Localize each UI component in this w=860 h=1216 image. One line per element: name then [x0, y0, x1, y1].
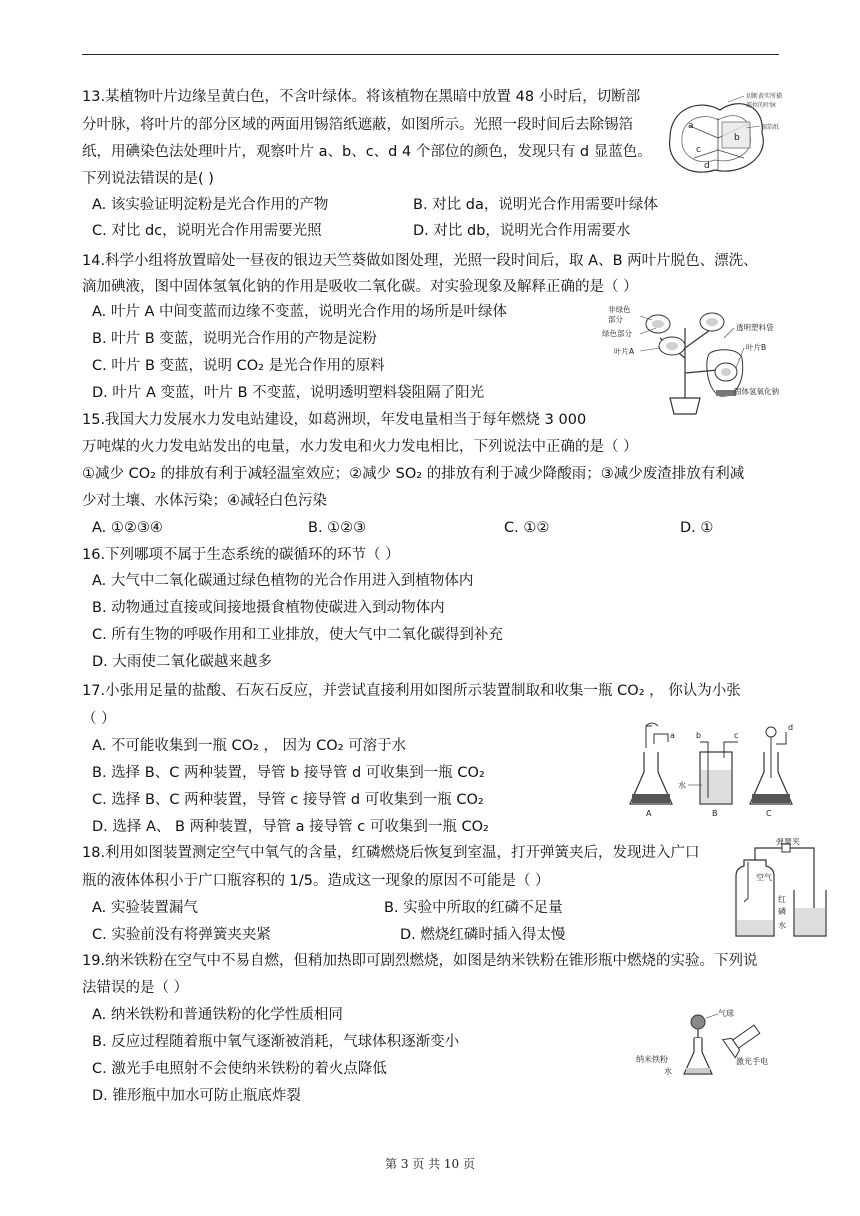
svg-text:b: b — [734, 133, 740, 143]
option-d: D. 对比 db，说明光合作用需要水 — [413, 223, 631, 239]
option-c: C. 所有生物的呼吸作用和工业排放，使大气中二氧化碳得到补充 — [92, 627, 503, 643]
figure-label: d — [788, 723, 794, 732]
figure-label: 空气 — [756, 873, 772, 882]
option-d: D. 大雨使二氧化碳越来越多 — [92, 654, 272, 670]
figure-label: 水 — [664, 1067, 672, 1076]
question-text: 17.小张用足量的盐酸、石灰石反应，并尝试直接利用如图所示装置制取和收集一瓶 CO₂ ， 你认为小张 — [82, 683, 741, 699]
question-text: 19.纳米铁粉在空气中不易自燃，但稍加热即可剧烈燃烧，如图是纳米铁粉在锥形瓶中燃烧的实验。下列说 — [82, 953, 758, 969]
question-text: （ ） — [82, 711, 116, 727]
figure-label: C — [766, 809, 772, 818]
option-b: B. 反应过程随着瓶中氧气逐渐被消耗，气球体积逐渐变小 — [92, 1034, 460, 1050]
option-c: C. 叶片 B 变蓝，说明 CO₂ 是光合作用的原料 — [92, 358, 385, 374]
figure-label: 部分 — [608, 315, 623, 324]
option-d: D. ① — [680, 520, 714, 536]
option-b: B. ①②③ — [308, 520, 367, 536]
option-c: C. 对比 dc，说明光合作用需要光照 — [92, 223, 322, 239]
figure-label: 气球 — [718, 1009, 734, 1018]
gas-apparatus-figure — [626, 718, 806, 822]
option-b: B. 动物通过直接或间接地摄食植物使碳进入到动物体内 — [92, 600, 445, 616]
question-text: ①减少 CO₂ 的排放有利于减轻温室效应；②减少 SO₂ 的排放有利于减少降酸雨；③减少废渣排放有利减 — [82, 466, 745, 482]
question-text: 万吨煤的火力发电站发出的电量，水力发电和火力发电相比，下列说法中正确的是（ ） — [82, 439, 638, 455]
option-a: A. 实验装置漏气 — [92, 900, 198, 916]
figure-label: 叶片A — [614, 347, 635, 356]
question-text: 15.我国大力发展水力发电站建设，如葛洲坝，年发电量相当于每年燃烧 3 000 — [82, 412, 587, 428]
figure-label: 部位的叶脉 — [746, 102, 777, 109]
option-a: A. 叶片 A 中间变蓝而边缘不变蓝，说明光合作用的场所是叶绿体 — [92, 304, 508, 320]
figure-label: b — [696, 731, 702, 740]
option-a: A. 纳米铁粉和普通铁粉的化学性质相同 — [92, 1007, 343, 1023]
figure-label: 透明塑料袋 — [736, 323, 774, 332]
svg-text:a: a — [688, 121, 694, 131]
plant-bag-figure — [600, 298, 780, 416]
option-d: D. 选择 A、 B 两种装置，导管 a 接导管 c 可收集到一瓶 CO₂ — [92, 819, 489, 835]
figure-label: 水 — [778, 921, 786, 930]
question-text: 16.下列哪项不属于生态系统的碳循环的环节（ ） — [82, 547, 400, 563]
question-text: 18.利用如图装置测定空气中氧气的含量，红磷燃烧后恢复到室温，打开弹簧夹后，发现进入广口 — [82, 845, 700, 861]
figure-label: 水 — [678, 781, 686, 790]
option-b: B. 对比 da，说明光合作用需要叶绿体 — [413, 197, 658, 213]
figure-label: 叶片B — [746, 343, 767, 352]
option-d: D. 燃烧红磷时插入得太慢 — [400, 927, 566, 943]
question-text: 14.科学小组将放置暗处一昼夜的银边天竺葵做如图处理，光照一段时间后，取 A、B 两叶片脱色、漂洗、 — [82, 253, 758, 269]
figure-label: B — [712, 809, 718, 818]
option-a: A. 不可能收集到一瓶 CO₂ ， 因为 CO₂ 可溶于水 — [92, 738, 407, 754]
figure-label: 绿色部分 — [602, 329, 632, 338]
option-a: A. ①②③④ — [92, 520, 163, 536]
option-c: C. ①② — [504, 520, 550, 536]
header-rule — [82, 54, 779, 55]
leaf-foil-figure — [660, 88, 785, 183]
option-b: B. 选择 B、C 两种装置，导管 b 接导管 d 可收集到一瓶 CO₂ — [92, 765, 485, 781]
figure-label: 固体氢氧化钠 — [734, 387, 779, 396]
figure-label: 非绿色 — [608, 305, 631, 314]
question-text: 纸，用碘染色法处理叶片，观察叶片 a、b、c、d 4 个部位的颜色，发现只有 d 显蓝色。 — [82, 144, 652, 160]
option-d: D. 锥形瓶中加水可防止瓶底炸裂 — [92, 1088, 301, 1104]
question-text: 分叶脉，将叶片的部分区域的两面用锡箔纸遮蔽，如图所示。光照一段时间后去除锡箔 — [82, 117, 633, 133]
nano-iron-figure — [636, 1008, 786, 1082]
figure-label: c — [734, 731, 739, 740]
figure-label: 纳米铁粉 — [636, 1055, 668, 1064]
figure-label: 锡箔纸 — [761, 124, 780, 131]
svg-text:d: d — [704, 161, 710, 171]
option-d: D. 叶片 A 变蓝，叶片 B 不变蓝，说明透明塑料袋阻隔了阳光 — [92, 385, 485, 401]
option-a: A. 该实验证明淀粉是光合作用的产物 — [92, 197, 329, 213]
option-c: C. 实验前没有将弹簧夹夹紧 — [92, 927, 271, 943]
figure-label: 激光手电 — [736, 1057, 768, 1066]
figure-label: 磷 — [778, 907, 786, 916]
option-b: B. 实验中所取的红磷不足量 — [384, 900, 563, 916]
option-c: C. 选择 B、C 两种装置，导管 c 接导管 d 可收集到一瓶 CO₂ — [92, 792, 484, 808]
figure-label: a — [670, 731, 675, 740]
figure-label: 红 — [778, 895, 786, 904]
question-text: 13.某植物叶片边缘呈黄白色，不含叶绿体。将该植物在黑暗中放置 48 小时后，切断部 — [82, 89, 641, 105]
option-c: C. 激光手电照射不会使纳米铁粉的着火点降低 — [92, 1061, 387, 1077]
question-text: 下列说法错误的是( ) — [82, 171, 214, 187]
option-b: B. 叶片 B 变蓝，说明光合作用的产物是淀粉 — [92, 331, 377, 347]
figure-label: A — [646, 809, 652, 818]
question-text: 瓶的液体体积小于广口瓶容积的 1/5。造成这一现象的原因不可能是（ ） — [82, 873, 550, 889]
figure-label: 弹簧夹 — [776, 838, 800, 846]
svg-text:c: c — [696, 145, 701, 155]
figure-label: 切断黄实所描 — [746, 93, 783, 100]
question-text: 少对土壤、水体污染；④减轻白色污染 — [82, 493, 327, 509]
option-a: A. 大气中二氧化碳通过绿色植物的光合作用进入到植物体内 — [92, 573, 474, 589]
question-text: 滴加碘液，图中固体氢氧化钠的作用是吸收二氧化碳。对实验现象及解释正确的是（ ） — [82, 279, 638, 295]
question-text: 法错误的是（ ） — [82, 980, 189, 996]
page-footer: 第 3 页 共 10 页 — [385, 1157, 475, 1171]
oxygen-measure-figure — [728, 838, 828, 942]
